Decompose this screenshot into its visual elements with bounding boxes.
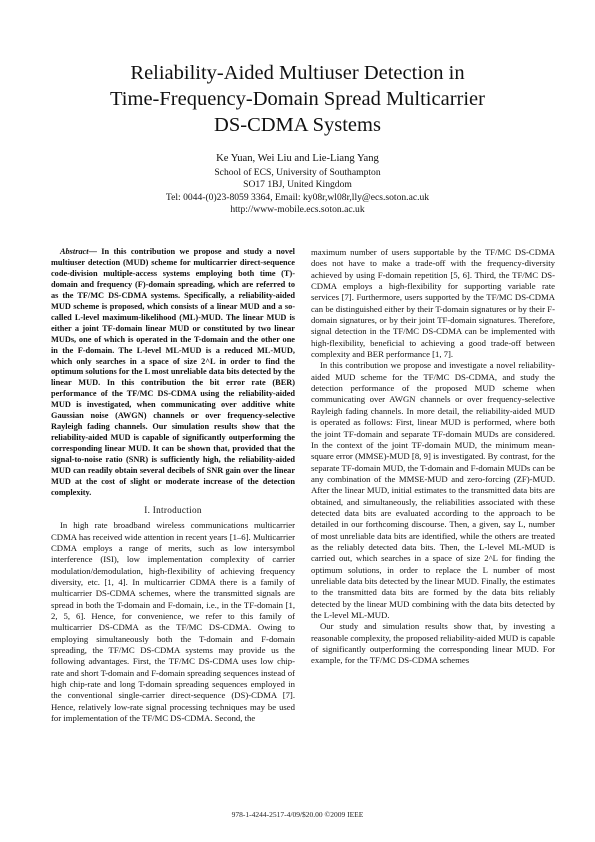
abstract-lead: Abstract (60, 247, 89, 256)
title-line-1: Reliability-Aided Multiuser Detection in (130, 62, 465, 84)
right-paragraph-1: maximum number of users supportable by the TF/MC DS-CDMA does not have to make a trade-off with the frequency-diversity achieved by using F-domain repetition [5, 6]. Third, the TF/MC DS-CDMA employs a high-flexibility for supporting variable rate services [7]. Furthermore, users supported by the TF/MC DS-CDMA can be distinguished either by their T-domain signatures or by their F-domain signatures, or by their joint TF-domain signatures. Therefore, signal detection in the TF/MC DS-CDMA can be implemented with high-flexibility, beneficial to achieving a good trade-off between complexity and BER performance [1, 7]. (311, 247, 555, 360)
title-line-2: Time-Frequency-Domain Spread Multicarrier (110, 88, 485, 110)
right-paragraph-2: In this contribution we propose and investigate a novel reliability-aided MUD scheme for the TF/MC DS-CDMA, and study the detection performance of the proposed MUD scheme when communicating over AWGN channels or over frequency-selective Rayleigh fading channels. In more detail, the reliability-aided MUD is operated as follows: First, linear MUD is performed, where both the joint TF-domain and separate TF-domain MUDs are considered. In the context of the joint TF-domain MUD, the minimum mean-square error (MMSE)-MUD [8, 9] is investigated. By contrast, for the separate TF-domain MUD, the T-domain and F-domain MUDs can be any combination of the MMSE-MUD and zero-forcing (ZF)-MUD. After the linear MUD, initial estimates to the transmitted data bits are obtained, and simultaneously, the reliabilities associated with these detected data bits are evaluated according to the approach to be detailed in our forthcoming discourse. Then, a given, say L, number of most unreliable data bits are identified, while the others are treated as the reliably detected data bits. Then, the L-level ML-MUD is carried out, which searches in a space of size 2^L for finding the optimum solutions, in order to replace the L number of most unreliable data bits detected by the linear MUD. Finally, the estimates to the transmitted data bits are formed by the data bits reliably detected by the linear MUD combining with the data bits detected by the L-level ML-MUD. (311, 360, 555, 620)
author-names: Ke Yuan, Wei Liu and Lie-Liang Yang (216, 153, 379, 164)
right-column (311, 247, 555, 667)
abstract-text: — In this contribution we propose and study a novel multiuser detection (MUD) scheme for multicarrier direct-sequence code-division multiple-access systems employing both time (T)-domain and frequency (F)-domain spreading, which are referred to as the TF/MC DS-CDMA systems. Specifically, a reliability-aided MUD scheme is proposed, which consists of a linear MUD and a so-called L-level maximum-likelihood (ML)-MUD. The linear MUD is either a joint TF-domain linear MUD or constituted by two linear MUDs, one of which is operated in the T-domain and the other one in the F-domain. The L-level ML-MUD is a reduced ML-MUD, which only searches in a space of size 2^L in order to find the optimum solutions for the L most unreliable data bits detected by the linear MUD. In this contribution the bit error rate (BER) performance of the TF/MC DS-CDMA using the reliability-aided MUD is investigated, when communicating over additive white Gaussian noise (AWGN) channels or over frequency-selective Rayleigh fading channels. Our simulation results show that the reliability-aided MUD is capable of significantly outperforming the corresponding linear MUD. It can be shown that, provided that the signal-to-noise ratio (SNR) is sufficiently high, the reliability-aided MUD can readily obtain several decibels of SNR gain over the linear MUD at the cost of slight or moderate increase of the detection complexity. (51, 247, 295, 497)
author-affiliation: School of ECS, University of Southampton (214, 166, 381, 178)
paper-title (40, 60, 555, 138)
copyright-footer: 978-1-4244-2517-4/09/$20.00 ©2009 IEEE (231, 810, 364, 819)
left-column (51, 247, 295, 724)
right-paragraph-3: Our study and simulation results show that, by investing a reasonable complexity, the proposed reliability-aided MUD is capable of significantly outperforming the corresponding linear MUD. For example, for the TF/MC DS-CDMA schemes (311, 621, 555, 666)
author-address: SO17 1BJ, United Kingdom (243, 179, 352, 191)
author-block (40, 152, 555, 217)
section-heading-introduction: I. Introduction (144, 504, 202, 515)
title-line-3: DS-CDMA Systems (214, 114, 381, 136)
author-contact: Tel: 0044-(0)23-8059 3364, Email: ky08r,wl08r,lly@ecs.soton.ac.uk (165, 191, 430, 203)
intro-paragraph-1: In high rate broadband wireless communications multicarrier CDMA has received wide attention in recent years [1–6]. Multicarrier CDMA employs a range of merits, such as low intersymbol interference (ISI), low implementation complexity of carrier modulation/demodulation, high-flexibility of achieving frequency diversity, etc. [1, 4]. In multicarrier CDMA there is a family of multicarrier DS-CDMA schemes, where the transmitted signals are spread in both the T-domain and F-domain, i.e., in the TF-domain [1, 2, 5, 6]. Hence, for convenience, we refer to this family of multicarrier DS-CDMA as the TF/MC DS-CDMA. Owing to employing simultaneously both the T-domain and F-domain spreading, the TF/MC DS-CDMA systems may provide us the following advantages. First, the TF/MC DS-CDMA uses low chip-rate and short T-domain and F-domain spreading sequences instead of high chip-rate and long T-domain spreading sequences employed in the conventional single-carrier direct-sequence (DS)-CDMA [7]. Hence, relatively low-rate signal processing techniques may be used for implementation of the TF/MC DS-CDMA. Second, the (51, 520, 295, 724)
author-web: http://www-mobile.ecs.soton.ac.uk (230, 204, 365, 216)
abstract (51, 247, 295, 499)
